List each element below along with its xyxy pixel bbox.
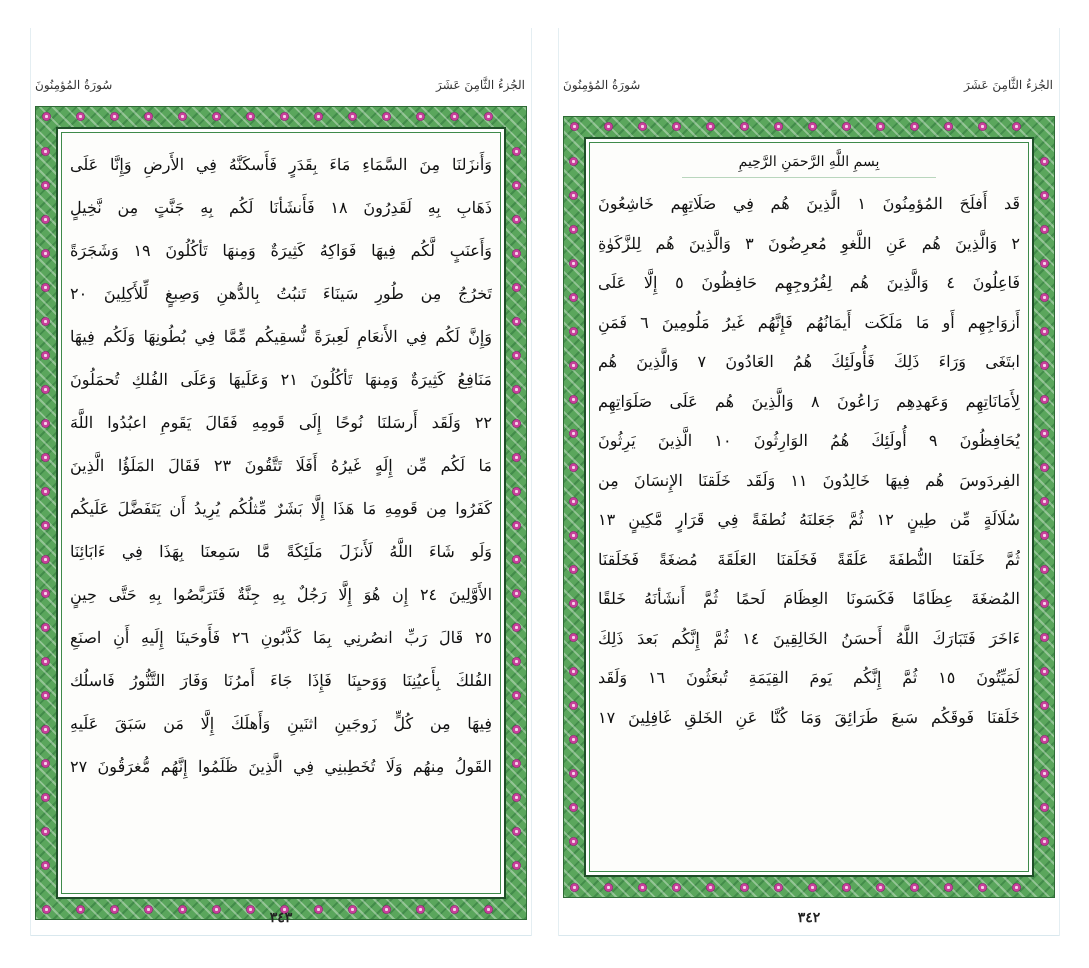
flower-ornament — [876, 122, 885, 131]
flower-ornament — [706, 883, 715, 892]
flower-ornament — [41, 181, 50, 190]
flower-ornament — [1040, 225, 1049, 234]
flower-ornament — [808, 883, 817, 892]
text-line: القَولُ مِنهُم وَلَا تُخَطِبنِي فِي الَّذِينَ ظَلَمُوا إِنَّهُم مُّغرَقُونَ ٢٧ — [70, 757, 492, 776]
flower-ornament — [1040, 599, 1049, 608]
flower-ornament — [512, 453, 521, 462]
flower-ornament — [569, 395, 578, 404]
flower-ornament — [774, 122, 783, 131]
flower-ornament — [110, 112, 119, 121]
flower-ornament — [41, 657, 50, 666]
flower-ornament — [569, 497, 578, 506]
ornamental-frame — [35, 106, 527, 920]
text-line: مَا لَكُم مِّن إِلَهٍ غَيرُهُ أَفَلَا تَتَّقُونَ ٢٣ فَقَالَ المَلَؤُا الَّذِينَ — [70, 456, 492, 475]
flower-ornament — [740, 883, 749, 892]
flower-ornament — [638, 122, 647, 131]
flower-ornament — [910, 883, 919, 892]
flower-ornament — [512, 657, 521, 666]
flower-ornament — [1040, 191, 1049, 200]
flower-ornament — [1040, 463, 1049, 472]
text-line: كَفَرُوا مِن قَومِهِ مَا هَذَا إِلَّا بَشَرٌ مِّثلُكُم يُرِيدُ أَن يَتَفَضَّلَ عَلَيكُم — [70, 499, 492, 518]
flower-ornament — [1040, 565, 1049, 574]
flower-ornament — [512, 249, 521, 258]
flower-ornament — [569, 769, 578, 778]
ornamental-frame — [563, 116, 1055, 898]
flower-ornament — [569, 361, 578, 370]
flower-ornament — [41, 555, 50, 564]
flower-ornament — [41, 283, 50, 292]
flower-ornament — [570, 883, 579, 892]
page-343 — [30, 28, 532, 936]
flower-ornament — [314, 112, 323, 121]
text-line: ٢ وَالَّذِينَ هُم عَنِ اللَّغوِ مُعرِضُونَ ٣ وَالَّذِينَ هُم لِلزَّكَوٰةِ — [598, 233, 1020, 253]
flower-ornament — [569, 327, 578, 336]
flower-ornament — [842, 122, 851, 131]
flower-ornament — [569, 701, 578, 710]
text-line: يُحَافِظُونَ ٩ أُولَئِكَ هُمُ الوَارِثُونَ ١٠ الَّذِينَ يَرِثُونَ — [598, 431, 1020, 450]
flower-ornament — [512, 181, 521, 190]
text-line: ذَهَابِ بِهِ لَقَدِرُونَ ١٨ فَأَنشَأنَا لَكُم بِهِ جَنَّتٍ مِن نَّخِيلٍ — [70, 198, 492, 217]
surah-header: سُورَةُ المُؤمِنُونَ — [563, 78, 641, 92]
text-line: خَلَقنَا فَوقَكُم سَبعَ طَرَائِقَ وَمَا كُنَّا عَنِ الخَلقِ غَافِلِينَ ١٧ — [598, 707, 1020, 727]
flower-ornament — [512, 759, 521, 768]
flower-ornament — [41, 453, 50, 462]
text-line: ابتَغَى وَرَاءَ ذَلِكَ فَأُولَئِكَ هُمُ العَادُونَ ٧ وَالَّذِينَ هُم — [598, 352, 1020, 371]
flower-ornament — [876, 883, 885, 892]
flower-ornament — [512, 385, 521, 394]
flower-ornament — [638, 883, 647, 892]
flower-ornament — [1040, 769, 1049, 778]
flower-ornament — [512, 147, 521, 156]
flower-ornament — [512, 827, 521, 836]
flower-ornament — [1040, 497, 1049, 506]
text-line: الأَوَّلِينَ ٢٤ إِن هُوَ إِلَّا رَجُلٌ بِهِ جِنَّةٌ فَتَرَبَّصُوا بِهِ حَتَّى حِينٍ — [70, 585, 492, 604]
flower-ornament — [569, 293, 578, 302]
page-number: ٣٤٢ — [797, 910, 821, 926]
flower-ornament — [569, 225, 578, 234]
text-line: لَمَيِّتُونَ ١٥ ثُمَّ إِنَّكُم يَومَ القِيَمَةِ تُبعَثُونَ ١٦ وَلَقَد — [598, 668, 1020, 687]
flower-ornament — [1040, 701, 1049, 710]
text-line: فِيهَا مِن كُلٍّ زَوجَينِ اثنَينِ وَأَهلَكَ إِلَّا مَن سَبَقَ عَلَيهِ — [70, 714, 492, 733]
flower-ornament — [944, 122, 953, 131]
flower-ornament — [706, 122, 715, 131]
flower-ornament — [512, 419, 521, 428]
flower-ornament — [41, 793, 50, 802]
flower-ornament — [512, 623, 521, 632]
page-342 — [558, 28, 1060, 936]
flower-ornament — [512, 215, 521, 224]
flower-ornament — [1040, 531, 1049, 540]
flower-ornament — [978, 883, 987, 892]
flower-ornament — [512, 487, 521, 496]
flower-ornament — [280, 112, 289, 121]
flower-ornament — [740, 122, 749, 131]
text-line: وَإِنَّ لَكُم فِي الأَنعَامِ لَعِبرَةً نُّسقِيكُم مِّمَّا فِي بُطُونِهَا وَلَكُم فِيهَا — [70, 327, 492, 346]
flower-ornament — [570, 122, 579, 131]
flower-ornament — [569, 259, 578, 268]
flower-ornament — [569, 531, 578, 540]
text-line: المُضغَةَ عِظَامًا فَكَسَونَا العِظَامَ لَحمًا ثُمَّ أَنشَأنَهُ خَلقًا — [598, 589, 1020, 608]
flower-ornament — [42, 112, 51, 121]
flower-ornament — [41, 419, 50, 428]
flower-ornament — [1040, 395, 1049, 404]
flower-ornament — [348, 112, 357, 121]
flower-ornament — [569, 157, 578, 166]
text-panel — [56, 127, 506, 899]
text-line: ثُمَّ خَلَقنَا النُّطفَةَ عَلَقَةً فَخَلَقنَا العَلَقَةَ مُضغَةً فَخَلَقنَا — [598, 549, 1020, 569]
flower-ornament — [41, 827, 50, 836]
flower-ornament — [41, 691, 50, 700]
divider — [559, 935, 1059, 936]
flower-ornament — [41, 521, 50, 530]
flower-ornament — [41, 215, 50, 224]
text-line: تَخرُجُ مِن طُورِ سَينَاءَ تَنبُتُ بِالدُّهنِ وَصِبغٍ لِّلأَكِلِينَ ٢٠ — [70, 284, 492, 303]
flower-ornament — [672, 883, 681, 892]
flower-ornament — [569, 803, 578, 812]
flower-ornament — [212, 112, 221, 121]
basmala: بِسمِ اللَّهِ الرَّحمَنِ الرَّحِيمِ — [682, 147, 935, 178]
text-line: مَنَافِعُ كَثِيرَةٌ وَمِنهَا تَأكُلُونَ ٢١ وَعَلَيهَا وَعَلَى الفُلكِ تُحمَلُونَ — [70, 370, 492, 389]
flower-ornament — [1040, 361, 1049, 370]
flower-ornament — [1040, 157, 1049, 166]
flower-ornament — [178, 112, 187, 121]
flower-ornament — [512, 555, 521, 564]
text-line: ءَاخَرَ فَتَبَارَكَ اللَّهُ أَحسَنُ الخَالِقِينَ ١٤ ثُمَّ إِنَّكُم بَعدَ ذَلِكَ — [598, 628, 1020, 648]
surah-header: سُورَةُ المُؤمِنُونَ — [35, 78, 113, 92]
flower-ornament — [382, 112, 391, 121]
juz-header: الجُزءُ الثَّامِنَ عَشَرَ — [436, 78, 525, 92]
flower-ornament — [1040, 803, 1049, 812]
divider — [31, 935, 531, 936]
flower-ornament — [569, 667, 578, 676]
flower-ornament — [1012, 122, 1021, 131]
text-panel — [584, 137, 1034, 877]
flower-ornament — [484, 112, 493, 121]
flower-ornament — [1040, 735, 1049, 744]
flower-ornament — [41, 487, 50, 496]
text-line: قَد أَفلَحَ المُؤمِنُونَ ١ الَّذِينَ هُم فِي صَلَاتِهِم خَاشِعُونَ — [598, 194, 1020, 213]
flower-ornament — [41, 725, 50, 734]
flower-ornament — [41, 385, 50, 394]
text-line: ٢٥ قَالَ رَبِّ انصُرنِي بِمَا كَذَّبُونِ ٢٦ فَأَوحَينَا إِلَيهِ أَنِ اصنَعِ — [70, 628, 492, 647]
flower-ornament — [41, 623, 50, 632]
flower-ornament — [41, 147, 50, 156]
flower-ornament — [512, 317, 521, 326]
flower-ornament — [512, 691, 521, 700]
flower-ornament — [512, 793, 521, 802]
flower-ornament — [41, 317, 50, 326]
flower-ornament — [569, 429, 578, 438]
flower-ornament — [808, 122, 817, 131]
flower-ornament — [604, 122, 613, 131]
flower-ornament — [569, 633, 578, 642]
flower-ornament — [1040, 293, 1049, 302]
flower-ornament — [910, 122, 919, 131]
flower-ornament — [569, 463, 578, 472]
flower-ornament — [978, 122, 987, 131]
flower-ornament — [41, 589, 50, 598]
juz-header: الجُزءُ الثَّامِنَ عَشَرَ — [964, 78, 1053, 92]
page-number: ٣٤٣ — [269, 910, 293, 926]
flower-ornament — [512, 589, 521, 598]
flower-ornament — [569, 599, 578, 608]
text-line: الفِردَوسَ هُم فِيهَا خَالِدُونَ ١١ وَلَقَد خَلَقنَا الإِنسَانَ مِن — [598, 470, 1020, 490]
flower-ornament — [842, 883, 851, 892]
flower-ornament — [512, 861, 521, 870]
text-line: وَأَنزَلنَا مِنَ السَّمَاءِ مَاءَ بِقَدَرٍ فَأَسكَنَّهُ فِي الأَرضِ وَإِنَّا عَلَى — [70, 155, 492, 174]
flower-ornament — [672, 122, 681, 131]
flower-ornament — [1040, 259, 1049, 268]
text-line: أَزوَاجِهِم أَو مَا مَلَكَت أَيمَانُهُم فَإِنَّهُم غَيرُ مَلُومِينَ ٦ فَمَنِ — [598, 312, 1020, 332]
flower-ornament — [512, 521, 521, 530]
flower-ornament — [569, 735, 578, 744]
flower-ornament — [41, 351, 50, 360]
verse-text — [70, 143, 492, 788]
verse-text — [598, 147, 1020, 737]
text-line: وَلَو شَاءَ اللَّهُ لَأَنزَلَ مَلَئِكَةً مَّا سَمِعنَا بِهَذَا فِي ءَابَائِنَا — [70, 542, 492, 561]
flower-ornament — [41, 861, 50, 870]
flower-ornament — [144, 112, 153, 121]
flower-ornament — [1040, 327, 1049, 336]
flower-ornament — [76, 112, 85, 121]
flower-ornament — [1040, 667, 1049, 676]
flower-ornament — [1012, 883, 1021, 892]
flower-ornament — [450, 112, 459, 121]
flower-ornament — [604, 883, 613, 892]
flower-ornament — [246, 112, 255, 121]
flower-ornament — [569, 191, 578, 200]
flower-ornament — [944, 883, 953, 892]
text-line: فَاعِلُونَ ٤ وَالَّذِينَ هُم لِفُرُوجِهِم حَافِظُونَ ٥ إِلَّا عَلَى — [598, 273, 1020, 292]
flower-ornament — [569, 565, 578, 574]
flower-ornament — [512, 351, 521, 360]
flower-ornament — [774, 883, 783, 892]
flower-ornament — [1040, 429, 1049, 438]
text-line: ٢٢ وَلَقَد أَرسَلنَا نُوحًا إِلَى قَومِهِ فَقَالَ يَقَومِ اعبُدُوا اللَّهَ — [70, 413, 492, 432]
flower-ornament — [1040, 633, 1049, 642]
text-line: لِأَمَانَاتِهِم وَعَهدِهِم رَاعُونَ ٨ وَالَّذِينَ هُم عَلَى صَلَوَاتِهِم — [598, 391, 1020, 411]
flower-ornament — [1040, 837, 1049, 846]
flower-ornament — [416, 112, 425, 121]
flower-ornament — [41, 759, 50, 768]
flower-ornament — [569, 837, 578, 846]
flower-ornament — [41, 249, 50, 258]
text-line: وَأَعنَبٍ لَّكُم فِيهَا فَوَاكِهُ كَثِيرَةٌ وَمِنهَا تَأكُلُونَ ١٩ وَشَجَرَةً — [70, 241, 492, 260]
text-line: الفُلكَ بِأَعيُنِنَا وَوَحيِنَا فَإِذَا جَاءَ أَمرُنَا وَفَارَ التَّنُّورُ فَاسلُك — [70, 671, 492, 690]
text-line: سُلَالَةٍ مِّن طِينٍ ١٢ ثُمَّ جَعَلنَهُ نُطفَةً فِي قَرَارٍ مَّكِينٍ ١٣ — [598, 510, 1020, 529]
flower-ornament — [512, 725, 521, 734]
flower-ornament — [512, 283, 521, 292]
